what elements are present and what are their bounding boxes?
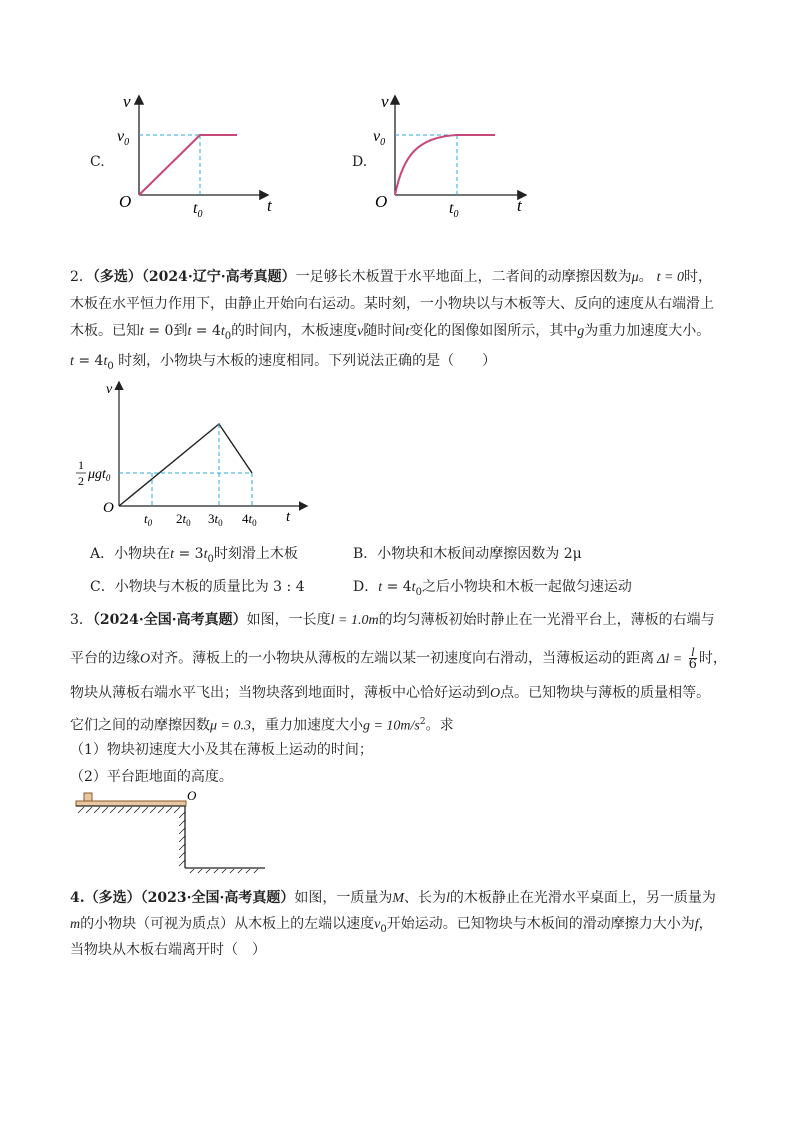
t0-label: $t_0$ bbox=[449, 200, 459, 220]
option-d-graph bbox=[363, 85, 543, 225]
q3-line-4: 它们之间的动摩擦因数μ = 0.3，重力加速度大小$g = 10m/s^2$。求 bbox=[70, 717, 454, 734]
v0-label: $v_0$ bbox=[117, 128, 130, 148]
v-axis-label: v bbox=[381, 92, 389, 111]
ylabel-mugt: μgt$_0$ bbox=[88, 467, 111, 483]
q2-vt-graph bbox=[70, 375, 330, 535]
tick-2t0: $2t_0$ bbox=[176, 511, 191, 528]
tick-4t0: $4t_0$ bbox=[242, 511, 257, 528]
q3-line-3: 物块从薄板右端水平飞出；当物块落到地面时，薄板中心恰好运动到O点。已知物块与薄板的质量相等。 bbox=[70, 685, 711, 701]
ground-hatch bbox=[188, 869, 258, 873]
t-axis-label: t bbox=[267, 196, 272, 215]
platform-hatch bbox=[78, 807, 185, 866]
q3-platform-figure bbox=[70, 788, 270, 873]
thin-plank bbox=[76, 801, 186, 806]
small-block bbox=[84, 793, 92, 801]
ylabel-num: 1 bbox=[78, 458, 84, 472]
origin-label: O bbox=[375, 192, 388, 211]
velocity-line bbox=[119, 424, 252, 506]
velocity-curve bbox=[139, 135, 237, 195]
q3-line-1: 3．（2024·全国·高考真题）如图，一长度l = 1.0m的均匀薄板初始时静止在一光滑平台上，薄板的右端与 bbox=[70, 612, 715, 628]
q2-line-1: 2．（多选）（2024·辽宁·高考真题）一足够长木板置于水平地面上，二者间的动摩擦因数为μ。 t = 0时， bbox=[70, 269, 713, 285]
q4-line-1: 4.（多选）（2023·全国·高考真题）如图，一质量为M、长为l的木板静止在光滑水平桌面上，另一质量为 bbox=[70, 890, 716, 906]
option-c-label: C. bbox=[90, 154, 105, 170]
v0-label: $v_0$ bbox=[373, 128, 386, 148]
q2-option-b[interactable]: B．小物块和木板间动摩擦因数为 2μ bbox=[353, 546, 582, 562]
q2-option-a[interactable]: A．小物块在$t = 3t_0$时刻滑上木板 bbox=[90, 546, 298, 565]
t-axis-label: t bbox=[286, 509, 291, 525]
origin-label: O bbox=[119, 192, 132, 211]
v-axis-label: v bbox=[123, 92, 131, 111]
q2-option-c[interactable]: C．小物块与木板的质量比为 3 : 4 bbox=[90, 579, 305, 595]
q2-option-d[interactable]: D．$t = 4t_0$之后小物块和木板一起做匀速运动 bbox=[353, 579, 632, 598]
t-axis-label: t bbox=[517, 196, 522, 215]
option-c-graph bbox=[105, 85, 285, 225]
q3-line-2: 平台的边缘O对齐。薄板上的一小物块从薄板的左端以某一初速度向右滑动，当薄板运动的距离 Δl = $\frac{l}{6}$ 时， bbox=[70, 644, 727, 672]
q3-sub-2: （2）平台距地面的高度。 bbox=[70, 769, 233, 785]
q2-line-2: 木板在水平恒力作用下，由静止开始向右运动。某时刻，一小物块以与木板等大、反向的速度从右端滑上 bbox=[70, 296, 714, 312]
tick-t0: $t_0$ bbox=[144, 511, 153, 528]
ylabel-den: 2 bbox=[78, 474, 84, 488]
t0-label: $t_0$ bbox=[193, 200, 203, 220]
q4-line-3: 当物块从木板右端离开时（ ） bbox=[70, 942, 266, 958]
point-o-label: O bbox=[187, 788, 197, 803]
v-axis-label: v bbox=[106, 382, 113, 397]
tick-3t0: $3t_0$ bbox=[208, 511, 223, 528]
option-d-label: D. bbox=[352, 154, 368, 170]
q3-sub-1: （1）物块初速度大小及其在薄板上运动的时间； bbox=[70, 742, 373, 758]
velocity-curve bbox=[395, 135, 495, 195]
q2-line-4: $t = 4t_0$ 时刻，小物块与木板的速度相同。下列说法正确的是（ ） bbox=[70, 353, 497, 372]
q2-line-3: 木板。已知t = 0到$t = 4t_0$的时间内，木板速度v随时间t变化的图像如图所示，其中g为重力加速度大小。 bbox=[70, 323, 711, 342]
q4-line-2: m的小物块（可视为质点）从木板上的左端以速度$v_0$开始运动。已知物块与木板间的滑动摩擦力大小为f， bbox=[70, 916, 713, 935]
origin-label: O bbox=[103, 500, 114, 516]
